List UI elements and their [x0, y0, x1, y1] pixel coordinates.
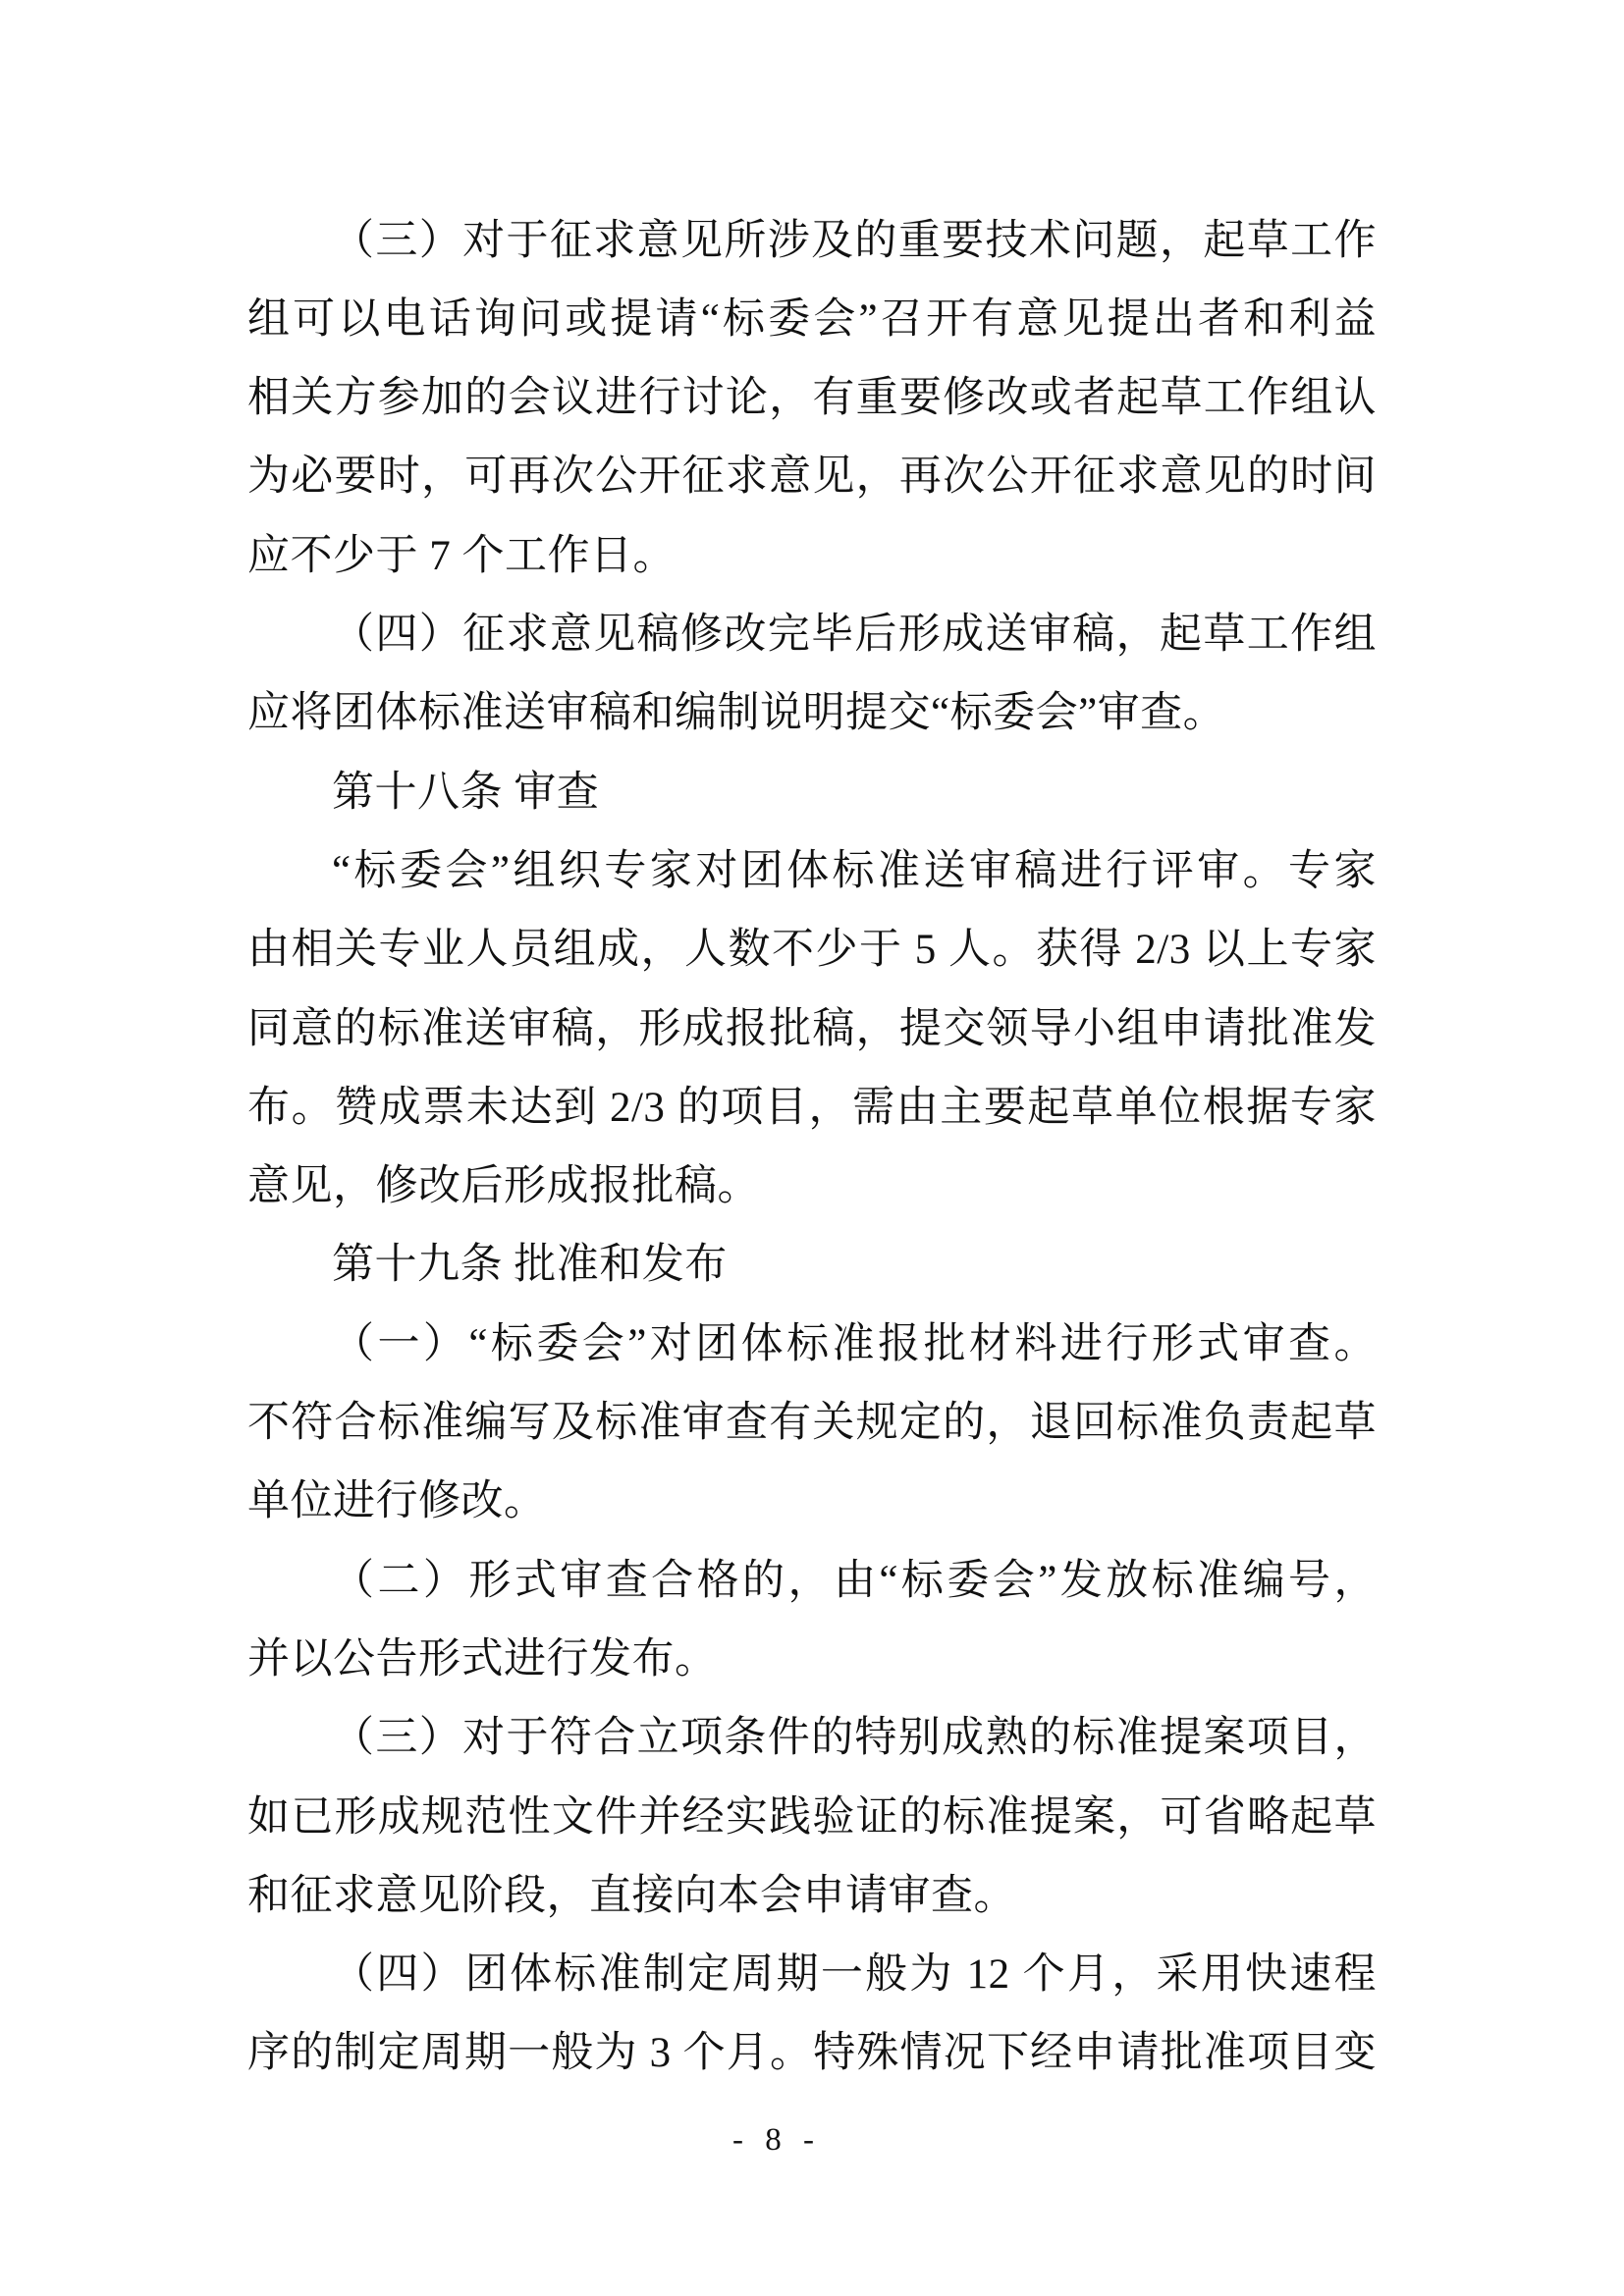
text-line: 组可以电话询问或提请“标委会”召开有意见提出者和利益 — [247, 295, 1377, 343]
text-line: （三）对于符合立项条件的特别成熟的标准提案项目， — [332, 1715, 1377, 1762]
text-line: “标委会”组织专家对团体标准送审稿进行评审。专家 — [332, 847, 1377, 894]
text-line: 同意的标准送审稿，形成报批稿，提交领导小组申请批准发 — [247, 1005, 1377, 1052]
text-line: 为必要时，可再次公开征求意见，再次公开征求意见的时间 — [247, 454, 1377, 501]
text-line: 第十九条 批准和发布 — [332, 1242, 728, 1289]
text-line: （四）征求意见稿修改完毕后形成送审稿，起草工作组 — [332, 612, 1377, 658]
text-line: 不符合标准编写及标准审查有关规定的，退回标准负责起草 — [247, 1400, 1377, 1446]
text-line: （二）形式审查合格的，由“标委会”发放标准编号， — [332, 1557, 1377, 1604]
text-line: （四）团体标准制定周期一般为 12 个月，采用快速程 — [332, 1951, 1377, 1999]
text-line: 应将团体标准送审稿和编制说明提交“标委会”审查。 — [247, 690, 1226, 737]
text-line: （三）对于征求意见所涉及的重要技术问题，起草工作 — [332, 217, 1377, 264]
text-line: （一）“标委会”对团体标准报批材料进行形式审查。 — [332, 1320, 1377, 1367]
text-line: 如已形成规范性文件并经实践验证的标准提案，可省略起草 — [247, 1793, 1377, 1841]
text-line: 布。赞成票未达到 2/3 的项目，需由主要起草单位根据专家 — [247, 1084, 1377, 1131]
text-line: 相关方参加的会议进行讨论，有重要修改或者起草工作组认 — [247, 375, 1377, 422]
text-line: 并以公告形式进行发布。 — [247, 1635, 718, 1682]
text-line: 和征求意见阶段，直接向本会申请审查。 — [247, 1872, 1016, 1919]
page-number: - 8 - — [732, 2122, 821, 2158]
text-line: 序的制定周期一般为 3 个月。特殊情况下经申请批准项目变 — [247, 2030, 1377, 2077]
text-line: 由相关专业人员组成，人数不少于 5 人。获得 2/3 以上专家 — [247, 927, 1377, 974]
text-line: 第十八条 审查 — [332, 769, 600, 816]
text-line: 应不少于 7 个工作日。 — [247, 532, 676, 579]
text-line: 单位进行修改。 — [247, 1478, 547, 1525]
text-line: 意见，修改后形成报批稿。 — [247, 1163, 760, 1210]
